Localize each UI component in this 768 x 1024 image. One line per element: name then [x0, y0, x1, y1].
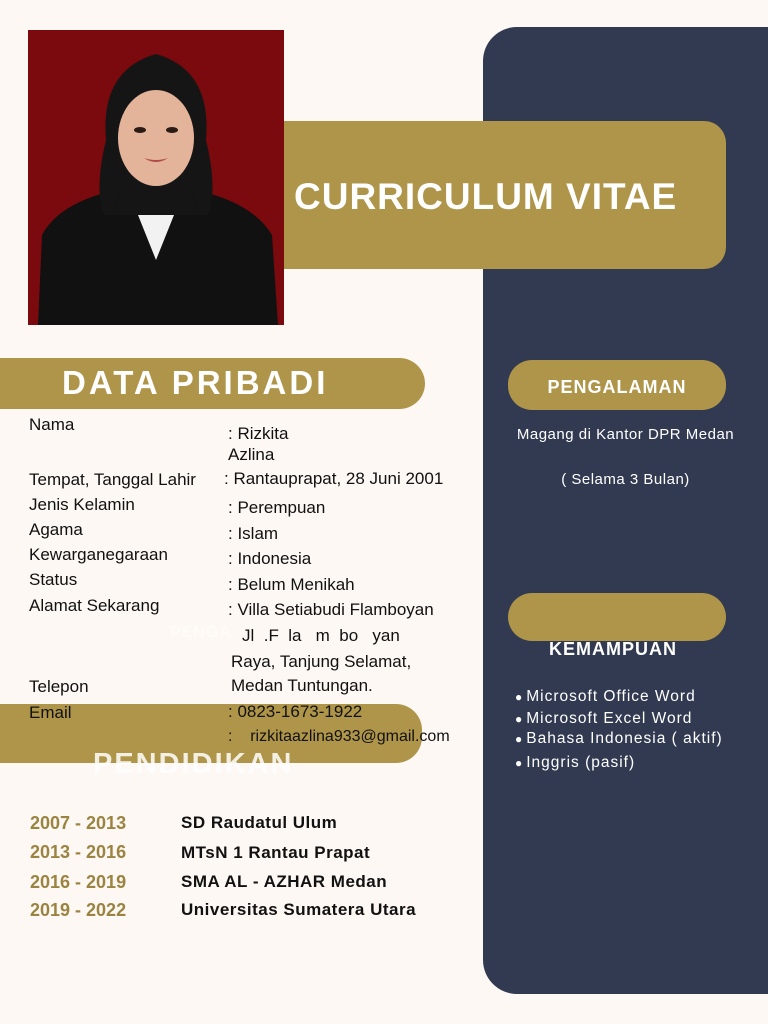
pendidikan-heading: PENDIDIKAN	[93, 748, 294, 780]
skill-item-4	[515, 754, 635, 772]
telepon-label: Telepon	[29, 677, 89, 696]
edu-school-3: SMA AL - AZHAR Medan	[181, 872, 388, 891]
skill-label: Inggris (pasif)	[526, 754, 636, 771]
cv-title: CURRICULUM VITAE	[294, 176, 678, 217]
status-value: : Belum Menikah	[228, 575, 355, 594]
skill-item-3	[515, 730, 723, 748]
skill-item-2	[515, 710, 692, 728]
jk-label: Jenis Kelamin	[29, 495, 135, 514]
edu-year-2: 2013 - 2016	[30, 842, 127, 862]
skill-item-1	[515, 688, 696, 706]
alamat-value-4: Medan Tuntungan.	[231, 676, 373, 695]
email-value: : rizkitaazlina933@gmail.com	[228, 728, 450, 745]
skill-label: Bahasa Indonesia ( aktif)	[526, 730, 723, 747]
pengalaman-line-2: ( Selama 3 Bulan)	[561, 471, 690, 488]
alamat-value-2: Jl .F la m bo yan	[242, 626, 400, 645]
email-label: Email	[29, 703, 72, 722]
alamat-value-1: : Villa Setiabudi Flamboyan	[228, 600, 434, 619]
bullet-icon: ●	[515, 732, 524, 746]
bullet-icon: ●	[515, 712, 524, 726]
alamat-value-3: Raya, Tanjung Selamat,	[231, 652, 412, 671]
edu-school-2: MTsN 1 Rantau Prapat	[181, 843, 371, 862]
agama-value: : Islam	[228, 524, 279, 543]
telepon-value: : 0823-1673-1922	[228, 702, 363, 721]
kemampuan-pill	[508, 593, 726, 641]
pengalaman-heading: PENGALAMAN	[547, 377, 687, 397]
kewarganegaraan-value: : Indonesia	[228, 549, 312, 568]
edu-school-4: Universitas Sumatera Utara	[181, 900, 417, 919]
edu-year-1: 2007 - 2013	[30, 813, 127, 833]
edu-school-1: SD Raudatul Ulum	[181, 813, 338, 832]
nama-value-1: : Rizkita	[228, 424, 289, 443]
nama-label: Nama	[29, 415, 75, 434]
ttl-value: : Rantauprapat, 28 Juni 2001	[224, 469, 444, 488]
nama-value-2: Azlina	[228, 445, 275, 464]
skill-label: Microsoft Excel Word	[526, 710, 693, 727]
bullet-icon: ●	[515, 756, 524, 770]
edu-year-3: 2016 - 2019	[30, 872, 127, 892]
edu-year-4: 2019 - 2022	[30, 900, 127, 920]
status-label: Status	[29, 570, 78, 589]
skill-label: Microsoft Office Word	[526, 688, 696, 705]
alamat-label: Alamat Sekarang	[29, 596, 160, 615]
agama-label: Agama	[29, 520, 83, 539]
person-portrait-icon	[28, 30, 284, 325]
pengalaman-line-1: Magang di Kantor DPR Medan	[516, 426, 735, 443]
jk-value: : Perempuan	[228, 498, 326, 517]
kemampuan-heading: KEMAMPUAN	[549, 639, 677, 659]
ghost-heading-text: PENGA	[170, 624, 232, 641]
profile-photo	[28, 30, 284, 325]
kewarganegaraan-label: Kewarganegaraan	[29, 545, 168, 564]
ttl-label: Tempat, Tanggal Lahir	[29, 470, 196, 489]
bullet-icon: ●	[515, 690, 524, 704]
data-pribadi-heading: DATA PRIBADI	[62, 364, 329, 401]
